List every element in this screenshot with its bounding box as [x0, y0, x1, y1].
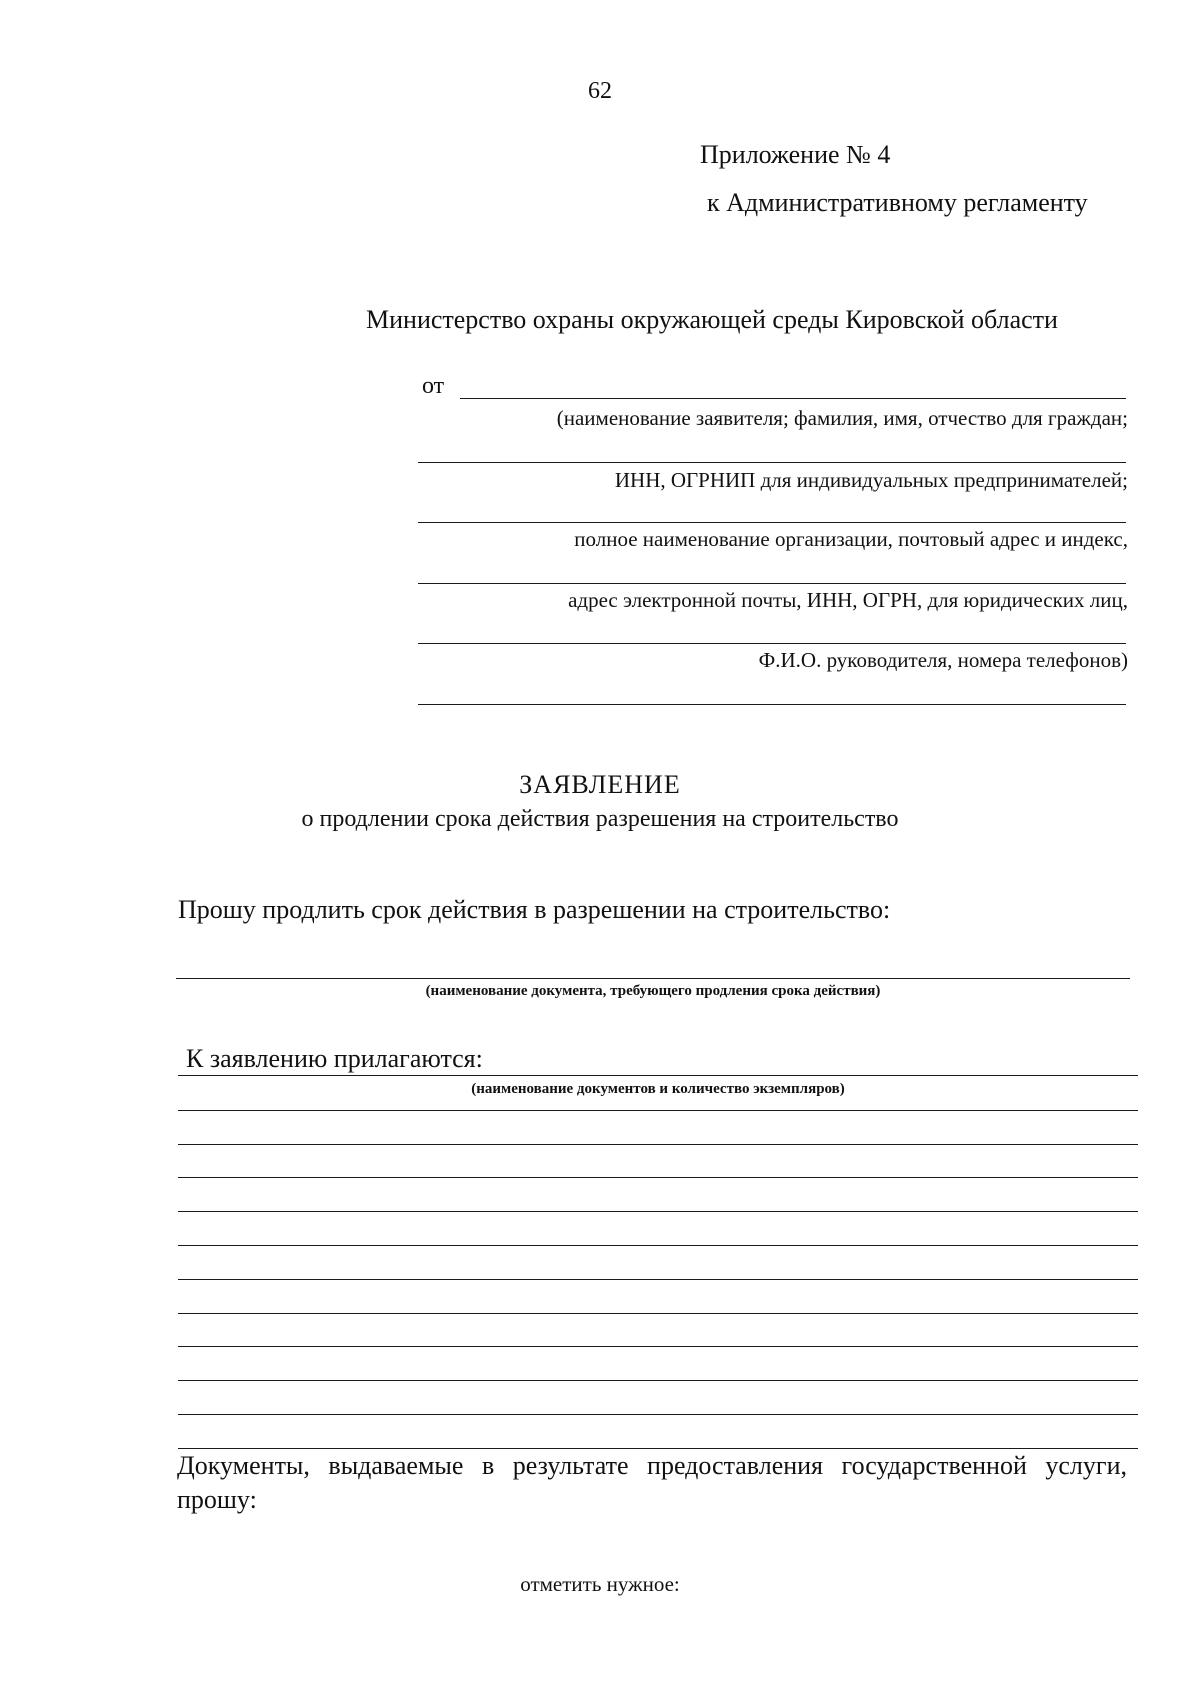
form-subtitle: о продлении срока действия разрешения на строительство — [301, 806, 899, 832]
applicant-caption: (наименование заявителя; фамилия, имя, отчество для граждан; — [556, 406, 1128, 430]
attachments-field-line[interactable] — [178, 1245, 1138, 1246]
attachments-field-line[interactable] — [178, 1075, 1138, 1076]
attachments-field-line[interactable] — [178, 1144, 1138, 1145]
attachments-field-line[interactable] — [178, 1313, 1138, 1314]
applicant-field-line[interactable] — [418, 522, 1126, 523]
applicant-caption: ИНН, ОГРНИП для индивидуальных предпринимателей; — [614, 468, 1128, 492]
attachments-field-line[interactable] — [178, 1279, 1138, 1280]
regulation-reference: к Административному регламенту — [707, 188, 1088, 217]
attachments-field-line[interactable] — [178, 1414, 1138, 1415]
addressee-ministry: Министерство охраны окружающей среды Кировской области — [366, 305, 1058, 334]
applicant-caption: Ф.И.О. руководителя, номера телефонов) — [758, 648, 1128, 672]
applicant-field-line[interactable] — [418, 583, 1126, 584]
attachments-field-line[interactable] — [178, 1346, 1138, 1347]
results-delivery-text: Документы, выдаваемые в результате предоставления государственной услуги, прошу: — [177, 1451, 1127, 1514]
mark-instruction: отметить нужное: — [520, 1572, 680, 1596]
applicant-caption: адрес электронной почты, ИНН, ОГРН, для юридических лиц, — [568, 588, 1128, 612]
attachments-field-line[interactable] — [178, 1380, 1138, 1381]
attachments-caption: (наименование документов и количество экземпляров) — [471, 1081, 845, 1097]
page-number: 62 — [588, 78, 612, 104]
attachments-label: К заявлению прилагаются: — [186, 1044, 483, 1073]
document-name-field-line[interactable] — [176, 978, 1130, 979]
form-title: ЗАЯВЛЕНИЕ — [519, 770, 681, 799]
attachments-field-line[interactable] — [178, 1110, 1138, 1111]
attachments-field-line[interactable] — [178, 1211, 1138, 1212]
applicant-field-line[interactable] — [418, 462, 1126, 463]
applicant-field-line[interactable] — [460, 398, 1126, 399]
applicant-caption: полное наименование организации, почтовый адрес и индекс, — [574, 527, 1128, 551]
applicant-field-line[interactable] — [418, 704, 1126, 705]
document-name-caption: (наименование документа, требующего продления срока действия) — [425, 983, 881, 999]
attachments-field-line[interactable] — [178, 1177, 1138, 1178]
from-label: от — [422, 373, 445, 399]
request-text: Прошу продлить срок действия в разрешении на строительство: — [178, 895, 891, 924]
appendix-title: Приложение № 4 — [700, 140, 891, 169]
applicant-field-line[interactable] — [418, 643, 1126, 644]
